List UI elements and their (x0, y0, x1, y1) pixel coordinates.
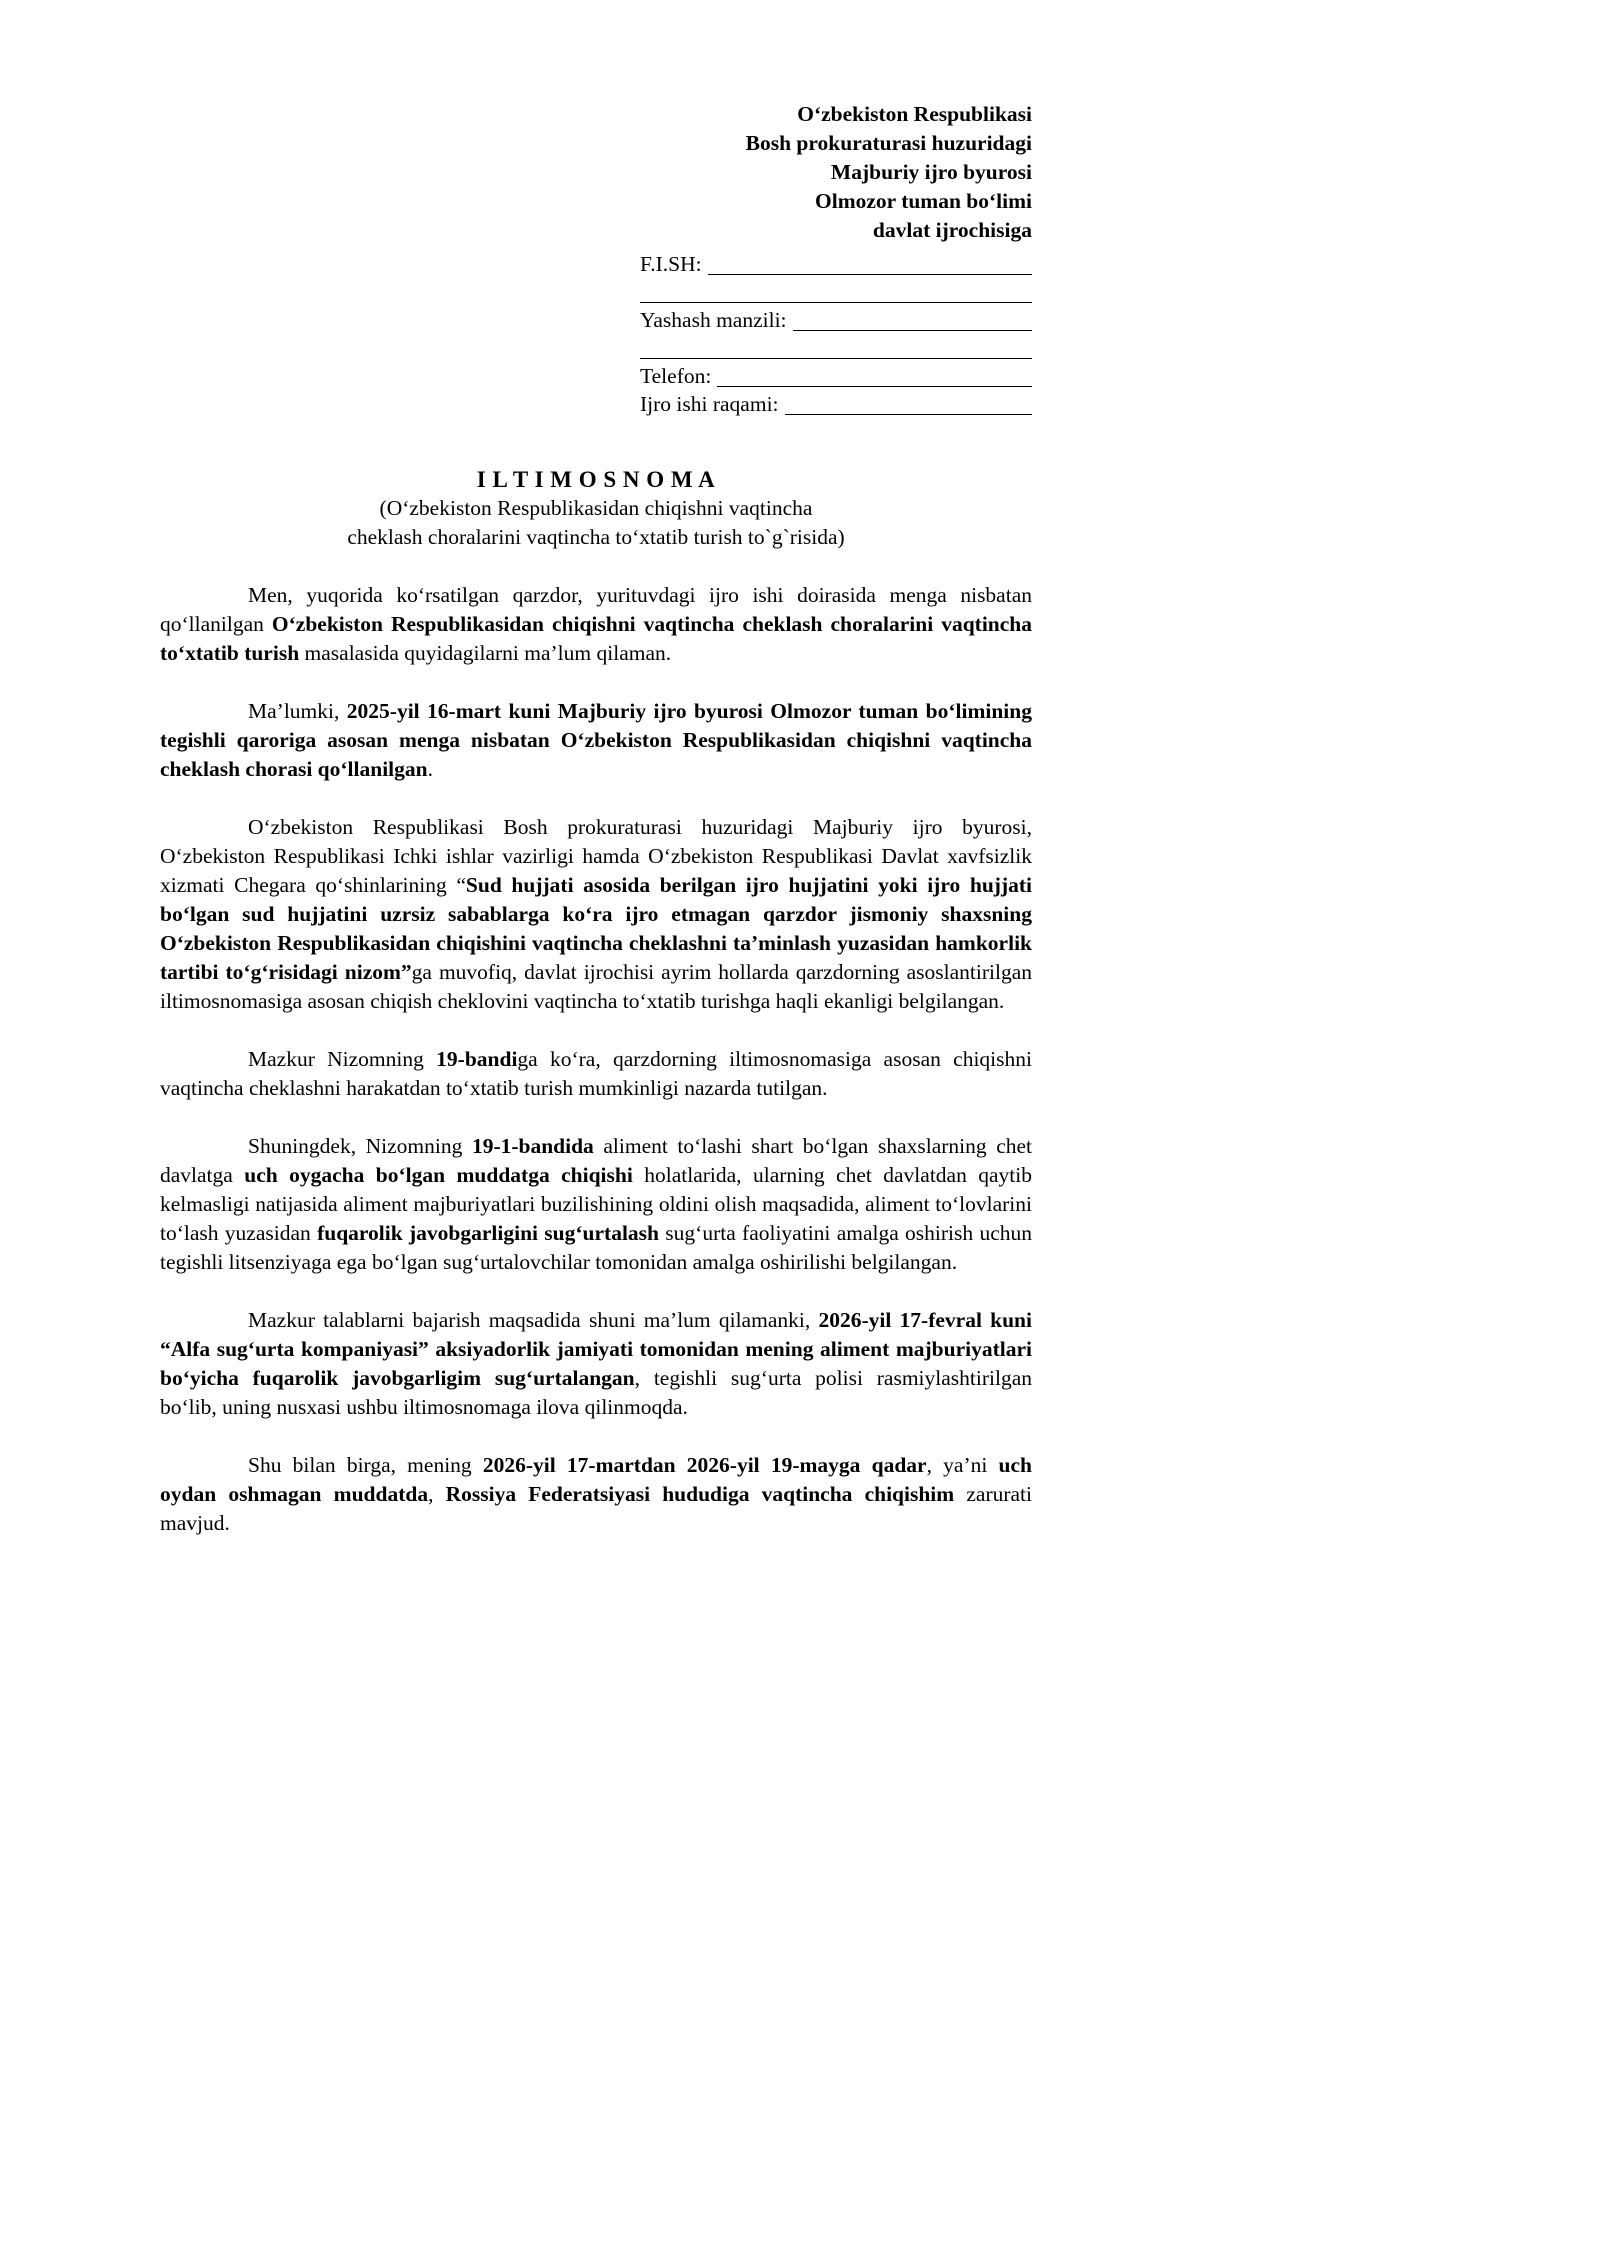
fill-in-blank (793, 330, 1032, 331)
body-paragraph: Shu bilan birga, mening 2026-yil 17-martdan 2026-yil 19-mayga qadar, ya’ni uch oydan oshmagan muddatda, Rossiya Federatsiyasi hududiga vaqtincha chiqishim zarurati mavjud. (160, 1453, 1033, 1535)
body-paragraph: Shuningdek, Nizomning 19-1-bandida aliment to‘lashi shart bo‘lgan shaxslarning chet davlatga uch oygacha bo‘lgan muddatga chiqishi holatlarida, ularning chet davlatdan qaytib kelmasligi natijasida aliment majburiyatlari buzilishining oldini olish maqsadida, aliment to‘lovlarini to‘lash yuzasidan fuqarolik javobgarligini sug‘urtalash sug‘urta faoliyatini amalga oshirish uchun tegishli litsenziyaga ega bo‘lgan sug‘urtalovchilar tomonidan amalga oshirilishi belgilangan. (160, 1134, 1033, 1274)
fill-in-blank (640, 302, 1032, 303)
field-row-address-continuation (640, 335, 1032, 363)
field-row-address (640, 307, 1032, 335)
fish-label: F.I.SH: (640, 252, 702, 276)
recipient-block (640, 100, 1032, 245)
recipient-line: Bosh prokuraturasi huzuridagi (745, 131, 1032, 155)
phone-label: Telefon: (640, 364, 712, 388)
field-row-case-number (640, 391, 1032, 419)
body-paragraph: Mazkur Nizomning 19-bandiga ko‘ra, qarzdorning iltimosnomasiga asosan chiqishni vaqtincha cheklashni harakatdan to‘xtatib turish mumkinligi nazarda tutilgan. (160, 1047, 1032, 1100)
fill-in-blank (640, 358, 1032, 359)
body-paragraph: Ma’lumki, 2025-yil 16-mart kuni Majburiy ijro byurosi Olmozor tuman bo‘limining tegishli qaroriga asosan menga nisbatan O‘zbekiston Respublikasidan chiqishni vaqtincha cheklash chorasi qo‘llanilgan. (160, 699, 1032, 781)
fill-in-blank (717, 386, 1032, 387)
fill-in-blank (785, 414, 1032, 415)
case-number-label: Ijro ishi raqami: (640, 392, 779, 416)
body-paragraph: O‘zbekiston Respublikasi Bosh prokuraturasi huzuridagi Majburiy ijro byurosi, O‘zbekiston Respublikasi Ichki ishlar vazirligi hamda O‘zbekiston Respublikasi Davlat xavfsizlik xizmati Chegara qo‘shinlarining “Sud hujjati asosida berilgan ijro hujjatini yoki ijro hujjati bo‘lgan sud hujjatini uzrsiz sabablarga ko‘ra ijro etmagan qarzdor jismoniy shaxsning O‘zbekiston Respublikasidan chiqishini vaqtincha cheklashni ta’minlash yuzasidan hamkorlik tartibi to‘g‘risidagi nizom”ga muvofiq, davlat ijrochisi ayrim hollarda qarzdorning asoslantirilgan iltimosnomasiga asosan chiqish cheklovini vaqtincha to‘xtatib turishga haqli ekanligi belgilangan. (160, 815, 1032, 1013)
body-paragraph: Mazkur talablarni bajarish maqsadida shuni ma’lum qilamanki, 2026-yil 17-fevral kuni “Alfa sug‘urta kompaniyasi” aksiyadorlik jamiyati tomonidan mening aliment majburiyatlari bo‘yicha fuqarolik javobgarligim sug‘urtalangan, tegishli sug‘urta polisi rasmiylashtirilgan bo‘lib, uning nusxasi ushbu iltimosnomaga ilova qilinmoqda. (160, 1308, 1032, 1419)
field-row-fish (640, 251, 1032, 279)
document-content (160, 100, 1032, 1538)
body-paragraph: Men, yuqorida ko‘rsatilgan qarzdor, yurituvdagi ijro ishi doirasida menga nisbatan qo‘llanilgan O‘zbekiston Respublikasidan chiqishni vaqtincha cheklash choralarini vaqtincha to‘xtatib turish masalasida quyidagilarni ma’lum qilaman. (160, 583, 1033, 665)
recipient-line: davlat ijrochisiga (872, 218, 1032, 242)
recipient-line: Majburiy ijro byurosi (830, 160, 1032, 184)
recipient-line: O‘zbekiston Respublikasi (797, 102, 1032, 126)
field-row-phone (640, 363, 1032, 391)
document-subtitle-line: (O‘zbekiston Respublikasidan chiqishni vaqtincha (379, 496, 813, 520)
address-label: Yashash manzili: (640, 308, 787, 332)
title-block (160, 465, 1032, 552)
field-row-fish-continuation (640, 279, 1032, 307)
document-title: I L T I M O S N O M A (476, 467, 716, 492)
fill-in-blank (708, 274, 1032, 275)
document-subtitle-line: cheklash choralarini vaqtincha to‘xtatib turish to`g`risida) (347, 525, 845, 549)
applicant-form-block (640, 251, 1032, 419)
document-body (160, 581, 1032, 1538)
recipient-line: Olmozor tuman bo‘limi (815, 189, 1032, 213)
